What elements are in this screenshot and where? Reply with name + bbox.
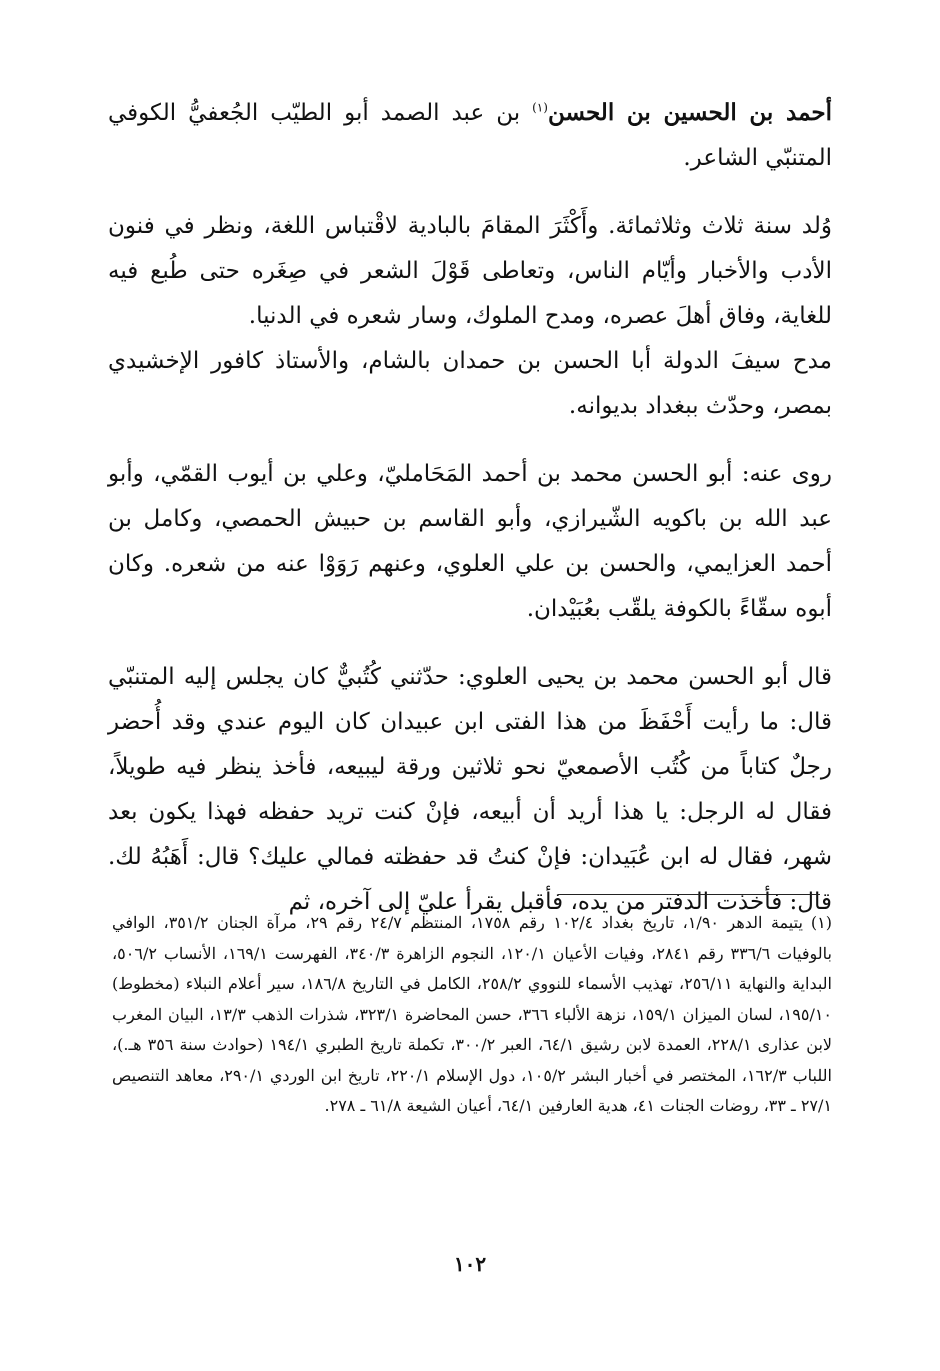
footnote-reference: (١) (532, 100, 548, 115)
paragraph-anecdote: قال أبو الحسن محمد بن يحيى العلوي: حدّثني كُتُبيٌّ كان يجلس إليه المتنبّي قال: ما رأيت أَحْفَظَ من هذا الفتى ابن عبيدان كان اليوم عندي وقد أُحضر رجلٌ كتاباً من كُتُب الأصمعيّ نحو ثلاثين ورقة ليبيعه، فأخذ ينظر فيه طويلاً، فقال له الرجل: يا هذا أريد أن أبيعه، فإنْ كنت تريد حفظه فهذا يكون بعد شهر، فقال له ابن عُبَيدان: فإنْ كنتُ قد حفظته فمالي عليك؟ قال: أَهَبُهُ لك. قال: فأخذت الدفتر من يده، فأقبل يقرأ عليّ إلى آخره، ثم (108, 664, 833, 915)
heading-paragraph (108, 90, 832, 181)
paragraph-praise: مدح سيفَ الدولة أبا الحسن بن حمدان بالشام، والأستاذ كافور الإخشيدي بمصر، وحدّث ببغداد بديوانه. (108, 348, 832, 419)
subject-lineage: بن عبد الصمد أبو الطيّب الجُعفيُّ الكوفي المتنبّي الشاعر. (108, 100, 832, 171)
paragraph-birth: وُلد سنة ثلاث وثلاثمائة. وأَكْثَرَ المقامَ بالبادية لاقْتباس اللغة، ونظر في فنون الأدب والأخبار وأيّام الناس، وتعاطى قَوْلَ الشعر في صِغَره حتى طُبع فيه للغاية، وفاق أهلَ عصره، ومدح الملوك، وسار شعره في الدنيا. (108, 213, 832, 329)
subject-name: أحمد بن الحسين بن الحسن (547, 99, 832, 126)
footnote-text: يتيمة الدهر ١/٩٠، تاريخ بغداد ١٠٢/٤ رقم ١٧٥٨، المنتظم ٢٤/٧ رقم ٢٩، مرآة الجنان ٣٥١/٢، الوافي بالوفيات ٣٣٦/٦ رقم ٢٨٤١، وفيات الأعيان ١٢٠/١، النجوم الزاهرة ٣٤٠/٣، الفهرست ١٦٩/١، الأنساب ٥٠٦/٢، البداية والنهاية ٢٥٦/١١، تهذيب الأسماء للنووي ٢٥٨/٢، الكامل في التاريخ ١٨٦/٨، سير أعلام النبلاء (مخطوط) ١٩٥/١٠، لسان الميزان ١٥٩/١، نزهة الألباء ٣٦٦، حسن المحاضرة ٣٢٣/١، شذرات الذهب ١٣/٣، البيان المغرب لابن عذارى ٢٢٨/١، العمدة لابن رشيق ٦٤/١، العبر ٣٠٠/٢، تكملة تاريخ الطبري ١٩٤/١ (حوادث سنة ٣٥٦ هـ.)، اللباب ١٦٢/٣، المختصر في أخبار البشر ١٠٥/٢، دول الإسلام ٢٢٠/١، تاريخ ابن الوردي ٢٩٠/١، معاهد التنصيص ٢٧/١ ـ ٣٣، روضات الجنات ٤١، هدية العارفين ٦٤/١، أعيان الشيعة ٦١/٨ ـ ٢٧٨. (112, 913, 833, 1115)
page-number: ١٠٢ (453, 1252, 487, 1276)
main-text (108, 90, 832, 925)
footnote-number: (١) (810, 913, 833, 932)
footnote-section (112, 908, 832, 1122)
footnote-divider (558, 894, 820, 895)
paragraph-narrators: روى عنه: أبو الحسن محمد بن أحمد المَحَامليّ، وعلي بن أيوب القمّي، وأبو عبد الله بن باكويه الشّيرازي، وأبو القاسم بن حبيش الحمصي، وكامل بن أحمد العزايمي، والحسن بن علي العلوي، وعنهم رَوَوْا عنه من شعره. وكان أبوه سقّاءً بالكوفة يلقّب بعُبَيْدان. (108, 461, 832, 622)
